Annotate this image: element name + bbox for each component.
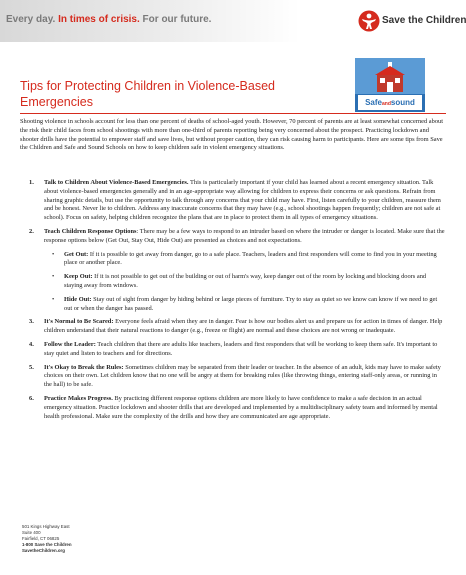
tip-heading: It's Okay to Break the Rules: xyxy=(44,363,124,371)
bullet-heading: Hide Out: xyxy=(64,295,92,303)
bullet-text: If it is not possible to get out of the building or out of harm's way, keep danger out of the room by locking and blocking doors and staying away from windows. xyxy=(64,273,427,289)
footer-website: SavetheChildren.org xyxy=(22,548,65,553)
tip-item-2 xyxy=(20,228,446,313)
bullet-heading: Keep Out: xyxy=(64,273,93,281)
bullet-text: Stay out of sight from danger by hiding behind or large pieces of furniture. Try to stay as quiet so we know can know if we need to get out or when the danger has passed. xyxy=(64,295,438,312)
org-name: Save the Children xyxy=(382,15,466,26)
footer-suite: Suite 400 xyxy=(22,530,41,535)
header-banner xyxy=(0,0,466,42)
bullet-hide-out xyxy=(44,296,446,314)
response-options-list xyxy=(44,251,446,314)
tagline-crisis: In times of crisis. xyxy=(58,14,140,25)
tip-item-4 xyxy=(20,341,446,359)
bullet-heading: Get Out: xyxy=(64,250,89,258)
footer-street: 501 Kings Highway East xyxy=(22,524,70,529)
tip-number: 4. xyxy=(29,340,34,348)
tip-item-5 xyxy=(20,364,446,390)
bullet-glyph: • xyxy=(52,295,55,303)
tip-heading: Talk to Children About Violence-Based Emergencies. xyxy=(44,179,189,186)
tip-number: 2. xyxy=(29,227,34,235)
tip-heading: Practice Makes Progress. xyxy=(44,394,113,402)
tip-number: 5. xyxy=(29,363,34,371)
tip-text: Teach children that there are adults like teachers, leaders and first responders that will be working to keep them safe. It's important to stay quiet and listen to teachers and for directions. xyxy=(44,340,438,357)
tagline-every-day: Every day. xyxy=(6,14,59,25)
intro-paragraph: Shooting violence in schools account for less than one percent of deaths of school-aged youth. However, 70 percent of parents are at least somewhat concerned about the risk their child faces from school shootings with more than one-third of parents reporting being very concerned about the prospect. Practicing lockdown and shooter drills have the potential to empower staff and save lives, but without proper caution, they can risk causing harm to participants. Here are some tips from Save the Children and Safe and Sound Schools on how to keep children safe in violent emergency situations. xyxy=(20,118,443,152)
footer-city: Fairfield, CT 06825 xyxy=(22,536,60,541)
bullet-glyph: • xyxy=(52,273,55,281)
save-the-children-logo xyxy=(358,10,466,34)
save-the-children-logo-icon xyxy=(358,10,380,32)
tip-number: 3. xyxy=(29,318,34,326)
bullet-glyph: • xyxy=(52,250,55,258)
tip-item-3 xyxy=(20,318,446,336)
tagline-future: For our future. xyxy=(139,14,212,25)
tip-text: : There may be a few ways to respond to an intruder based on where the intruder or danger is located. Make sure that the response options below (Get Out, Stay Out, Hide Out) are presented as choices and not expectations. xyxy=(44,227,445,244)
tip-item-1 xyxy=(20,179,446,223)
tip-item-6 xyxy=(20,395,446,421)
bullet-text: If it is possible to get away from danger, go to a safe place. Teachers, leaders and first responders will come to find you in your meeting place or another place. xyxy=(64,250,437,267)
logo-text-safe-and-sound: Safeandsound xyxy=(365,98,415,107)
tip-number: 1. xyxy=(29,179,34,186)
tip-text: By practicing different response options children are more likely to have confidence to make a safe decision in an actual emergency situation. Practice lockdown and shooter drills that are developed and implemented by a multidisciplinary safety team and informed by mental health professional. Make sure the complexity of the drills and how they are communicated are age appropriate. xyxy=(44,394,438,420)
tips-list xyxy=(20,179,446,426)
footer-phone: 1-800 Save the Children xyxy=(22,542,72,547)
title-divider xyxy=(20,113,446,114)
footer-address xyxy=(22,524,72,554)
tip-heading: Follow the Leader: xyxy=(44,340,96,348)
tip-heading: Teach Children Response Options xyxy=(44,227,137,235)
bullet-get-out xyxy=(44,251,446,269)
tip-text: Sometimes children may be separated from their leader or teacher. In the absence of an adult, kids may have to make safety choices on their own. Let children know that no one will be angry at them for breaking rules (like throwing things, entering staff-only areas, or running in the hall) to be safe. xyxy=(44,363,441,389)
bullet-keep-out xyxy=(44,273,446,291)
tip-text: This is particularly important if your child has learned about a recent emergency situation. Talk about violence-based emergencies generally and in an age-appropriate way allowing for children to express their concerns or ask questions. Refrain from sharing graphic details, but use the opportunity to talk through any concerns that your child may have. First, listen carefully to your children, reassure them and be honest. Never lie to children. Address any inaccurate concerns that they may have (e.g., school shootings happen frequently; children are not safe at school). Focus on safety, helping children recognize the plans that are in place to protect them in all types of emergency situations. xyxy=(44,179,441,222)
tagline xyxy=(6,14,211,25)
tip-text: Everyone feels afraid when they are in danger. Fear is how our bodies alert us and prepare us for action in times of danger. Help children understand that their natural reactions to danger (e.g., freeze or flight) are normal and these choices are not wrong or inadequate. xyxy=(44,318,443,335)
safe-and-sound-logo xyxy=(355,58,425,112)
tip-number: 6. xyxy=(29,394,34,402)
page-title: Tips for Protecting Children in Violence-Based Emergencies xyxy=(20,79,275,109)
tip-heading: It's Normal to Be Scared: xyxy=(44,318,114,326)
